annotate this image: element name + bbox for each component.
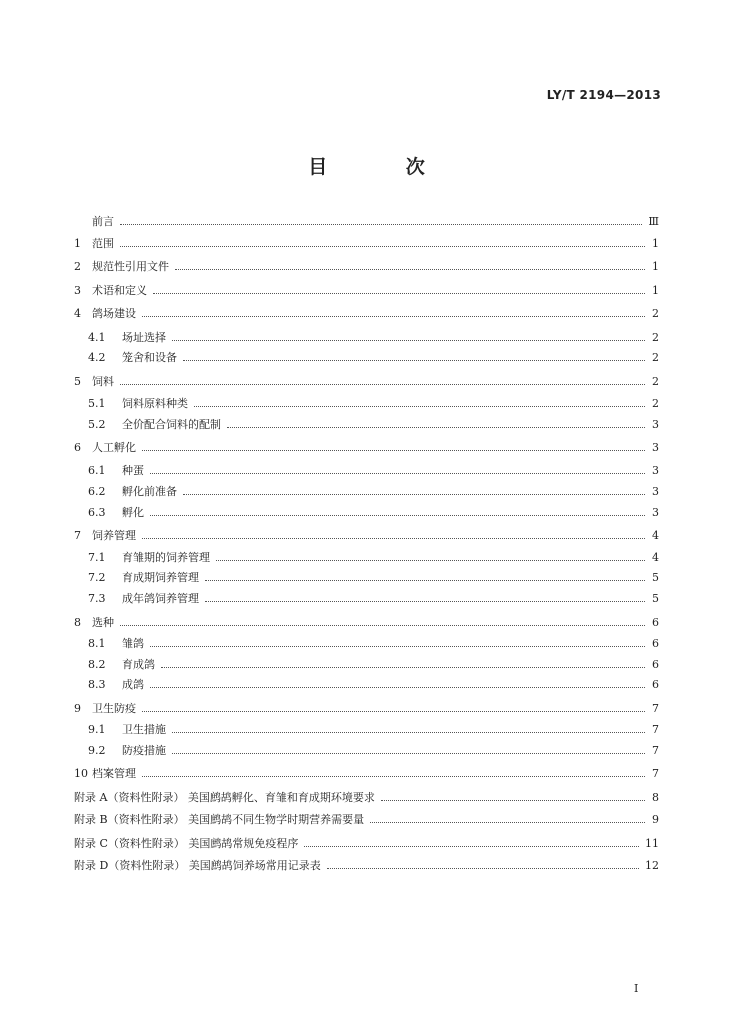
toc-entry-page: 1 — [652, 283, 659, 297]
toc-entry-page: 3 — [652, 463, 659, 477]
toc-entry[interactable] — [74, 856, 659, 874]
dot-leader — [142, 775, 645, 777]
toc-entry[interactable] — [88, 634, 659, 652]
toc-entry-label: 选种 — [92, 616, 114, 629]
toc-entry-number: 7.2 — [88, 570, 106, 584]
toc-entry-page: Ⅲ — [648, 214, 659, 228]
toc-entry[interactable] — [74, 372, 659, 390]
toc-entry[interactable] — [74, 526, 659, 544]
dot-leader — [150, 645, 645, 647]
toc-entry-page: 8 — [652, 790, 659, 804]
dot-leader — [120, 245, 645, 247]
toc-entry-page: 3 — [652, 484, 659, 498]
dot-leader — [172, 752, 645, 754]
toc-entry-number: 2 — [74, 259, 81, 273]
toc-entry-page: 5 — [652, 591, 659, 605]
toc-entry[interactable] — [74, 764, 659, 782]
toc-entry-number: 7 — [74, 528, 81, 542]
dot-leader — [142, 537, 645, 539]
toc-entry[interactable] — [74, 613, 659, 631]
toc-entry[interactable] — [88, 675, 659, 693]
dot-leader — [153, 292, 645, 294]
toc-entry[interactable] — [88, 328, 659, 346]
toc-entry-number: 6.2 — [88, 484, 106, 498]
dot-leader — [327, 867, 639, 869]
toc-entry[interactable] — [88, 482, 659, 500]
toc-entry[interactable] — [88, 503, 659, 521]
toc-entry-page: 2 — [652, 350, 659, 364]
toc-entry-number: 9.1 — [88, 722, 106, 736]
dot-leader — [161, 666, 645, 668]
toc-entry-number: 7.3 — [88, 591, 106, 605]
toc-entry-label: 笼舍和设备 — [122, 351, 177, 364]
toc-entry-label: 成年鸽饲养管理 — [122, 592, 199, 605]
toc-entry[interactable] — [88, 655, 659, 673]
toc-entry-number: 5.1 — [88, 396, 106, 410]
dot-leader — [194, 405, 645, 407]
toc-entry-page: 7 — [652, 722, 659, 736]
toc-entry-label: 术语和定义 — [92, 284, 147, 297]
toc-entry-label: 附录 A（资料性附录） 美国鹧鸪孵化、育雏和育成期环境要求 — [74, 791, 375, 804]
toc-entry-label: 前言 — [92, 215, 114, 228]
toc-entry-label: 饲料 — [92, 375, 114, 388]
toc-entry-label: 饲料原料种类 — [122, 397, 188, 410]
dot-leader — [381, 799, 645, 801]
dot-leader — [216, 559, 645, 561]
dot-leader — [183, 493, 645, 495]
toc-entry-number: 9.2 — [88, 743, 106, 757]
toc-entry-label: 场址选择 — [122, 331, 166, 344]
toc-entry[interactable] — [74, 257, 659, 275]
dot-leader — [304, 845, 639, 847]
dot-leader — [120, 624, 645, 626]
dot-leader — [172, 731, 645, 733]
toc-entry-label: 范围 — [92, 237, 114, 250]
toc-entry-number: 9 — [74, 701, 81, 715]
toc-entry[interactable] — [88, 589, 659, 607]
toc-entry[interactable] — [74, 234, 659, 252]
dot-leader — [120, 383, 645, 385]
toc-entry[interactable] — [74, 281, 659, 299]
toc-entry-page: 6 — [652, 636, 659, 650]
toc-entry-number: 3 — [74, 283, 81, 297]
toc-entry[interactable] — [88, 394, 659, 412]
dot-leader — [370, 821, 645, 823]
toc-entry-label: 孵化 — [122, 506, 144, 519]
dot-leader — [142, 449, 645, 451]
toc-entry-page: 1 — [652, 259, 659, 273]
toc-entry-label: 卫生防疫 — [92, 702, 136, 715]
toc-entry-label: 附录 D（资料性附录） 美国鹧鸪饲养场常用记录表 — [74, 859, 321, 872]
toc-entry-number: 6.1 — [88, 463, 106, 477]
dot-leader — [175, 268, 645, 270]
toc-entry-number: 8.3 — [88, 677, 106, 691]
toc-entry-page: 7 — [652, 701, 659, 715]
toc-entry-label: 附录 C（资料性附录） 美国鹧鸪常规免疫程序 — [74, 837, 299, 850]
toc-entry-page: 11 — [645, 836, 659, 850]
toc-entry-label: 成鸽 — [122, 678, 144, 691]
toc-entry[interactable] — [74, 304, 659, 322]
standard-code: LY/T 2194—2013 — [546, 88, 661, 102]
toc-entry[interactable] — [88, 548, 659, 566]
dot-leader — [227, 426, 645, 428]
toc-entry-page: 6 — [652, 615, 659, 629]
toc-entry-label: 饲养管理 — [92, 529, 136, 542]
toc-entry-page: 7 — [652, 743, 659, 757]
dot-leader — [183, 359, 645, 361]
dot-leader — [205, 579, 645, 581]
toc-entry-label: 孵化前准备 — [122, 485, 177, 498]
toc-entry-page: 6 — [652, 677, 659, 691]
toc-entry[interactable] — [88, 720, 659, 738]
toc-entry-page: 2 — [652, 374, 659, 388]
toc-entry-number: 8 — [74, 615, 81, 629]
toc-entry-page: 4 — [652, 550, 659, 564]
toc-entry-number: 7.1 — [88, 550, 106, 564]
toc-entry-page: 12 — [645, 858, 659, 872]
toc-entry[interactable] — [88, 568, 659, 586]
toc-entry[interactable] — [74, 788, 659, 806]
toc-entry-label: 规范性引用文件 — [92, 260, 169, 273]
toc-entry-label: 种蛋 — [122, 464, 144, 477]
dot-leader — [205, 600, 645, 602]
toc-entry-label: 人工孵化 — [92, 441, 136, 454]
toc-entry-page: 5 — [652, 570, 659, 584]
toc-entry[interactable] — [74, 699, 659, 717]
toc-entry[interactable] — [88, 348, 659, 366]
toc-entry-number: 6 — [74, 440, 81, 454]
toc-entry-page: 3 — [652, 417, 659, 431]
page-number: I — [634, 982, 639, 995]
toc-entry-label: 雏鸽 — [122, 637, 144, 650]
toc-entry-page: 4 — [652, 528, 659, 542]
toc-entry-number: 4.2 — [88, 350, 106, 364]
toc-entry-number: 4.1 — [88, 330, 106, 344]
toc-entry-label: 育成期饲养管理 — [122, 571, 199, 584]
dot-leader — [172, 339, 645, 341]
dot-leader — [150, 514, 645, 516]
toc-entry[interactable] — [88, 415, 659, 433]
toc-entry-page: 6 — [652, 657, 659, 671]
toc-entry-page: 2 — [652, 306, 659, 320]
toc-entry[interactable] — [74, 438, 659, 456]
toc-entry-label: 育雏期的饲养管理 — [122, 551, 210, 564]
toc-entry[interactable] — [74, 834, 659, 852]
toc-entry-number: 10 — [74, 766, 88, 780]
toc-entry-label: 全价配合饲料的配制 — [122, 418, 221, 431]
toc-entry-label: 档案管理 — [92, 767, 136, 780]
toc-entry-label: 卫生措施 — [122, 723, 166, 736]
dot-leader — [150, 472, 645, 474]
page-title: 目 次 — [308, 156, 461, 178]
toc-entry-page: 1 — [652, 236, 659, 250]
toc-entry-label: 鸽场建设 — [92, 307, 136, 320]
toc-entry-page: 7 — [652, 766, 659, 780]
toc-entry[interactable] — [88, 461, 659, 479]
toc-entry-number: 5.2 — [88, 417, 106, 431]
toc-entry[interactable] — [74, 810, 659, 828]
toc-entry-label: 育成鸽 — [122, 658, 155, 671]
dot-leader — [120, 223, 642, 225]
dot-leader — [150, 686, 645, 688]
toc-entry[interactable] — [88, 741, 659, 759]
toc-entry-page: 9 — [652, 812, 659, 826]
toc-entry-number: 5 — [74, 374, 81, 388]
toc-entry-page: 2 — [652, 330, 659, 344]
dot-leader — [142, 710, 645, 712]
toc-entry-page: 3 — [652, 505, 659, 519]
toc-entry-number: 1 — [74, 236, 81, 250]
toc-entry-number: 8.1 — [88, 636, 106, 650]
toc-entry-page: 3 — [652, 440, 659, 454]
toc-entry-number: 4 — [74, 306, 81, 320]
toc-entry-label: 防疫措施 — [122, 744, 166, 757]
dot-leader — [142, 315, 645, 317]
toc-entry-number: 6.3 — [88, 505, 106, 519]
toc-entry-label: 附录 B（资料性附录） 美国鹧鸪不同生物学时期营养需要量 — [74, 813, 365, 826]
toc-entry-page: 2 — [652, 396, 659, 410]
toc-entry[interactable] — [74, 212, 659, 230]
toc-entry-number: 8.2 — [88, 657, 106, 671]
